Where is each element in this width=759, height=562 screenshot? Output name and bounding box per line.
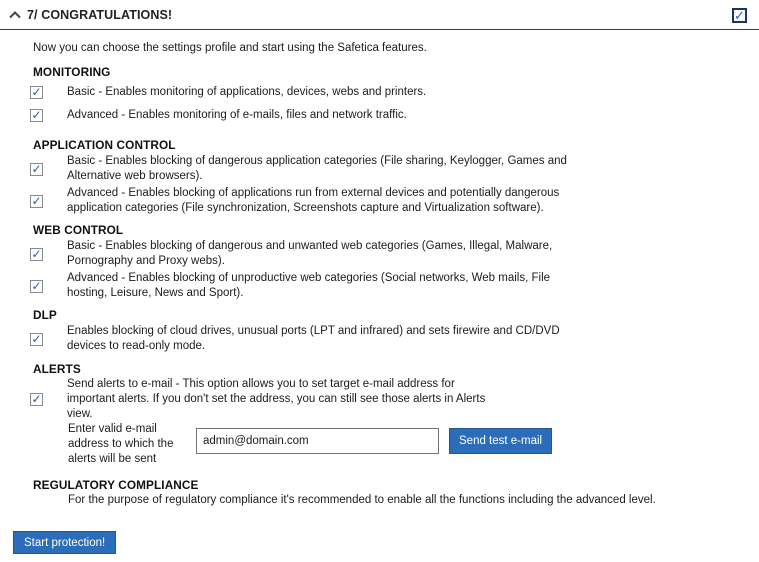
send-test-email-button[interactable]: Send test e-mail <box>449 428 552 454</box>
monitoring-basic-checkbox[interactable] <box>30 86 43 99</box>
section-heading-web-control: WEB CONTROL <box>33 223 124 237</box>
checkmark-icon: ✓ <box>31 331 42 346</box>
checkmark-icon: ✓ <box>31 193 42 208</box>
alerts-email-checkbox[interactable] <box>30 393 43 406</box>
checkbox-item <box>33 239 745 269</box>
page-title: 7/ CONGRATULATIONS! <box>27 8 173 22</box>
content <box>0 41 759 554</box>
appcontrol-advanced-checkbox[interactable] <box>30 195 43 208</box>
monitoring-advanced-checkbox[interactable] <box>30 109 43 122</box>
item-label: Basic - Enables monitoring of applications, devices, webs and printers. <box>67 86 427 98</box>
regulatory-text: For the purpose of regulatory compliance it's recommended to enable all the functions including the advanced level. <box>68 494 656 506</box>
checkbox-item <box>33 186 745 216</box>
checkbox-item <box>33 271 745 301</box>
item-label: Basic - Enables blocking of dangerous and unwanted web categories (Games, Illegal, Malware, Pornography and Proxy webs). <box>67 240 553 267</box>
checkbox-item <box>33 154 745 184</box>
section-header <box>0 0 759 21</box>
checkmark-icon: ✓ <box>734 7 745 23</box>
checkbox-item <box>33 377 745 422</box>
appcontrol-basic-checkbox[interactable] <box>30 163 43 176</box>
item-label: Enables blocking of cloud drives, unusual ports (LPT and infrared) and sets firewire and CD/DVD devices to read-only mode. <box>67 325 560 352</box>
webcontrol-basic-checkbox[interactable] <box>30 248 43 261</box>
item-label: Basic - Enables blocking of dangerous application categories (File sharing, Keylogger, Games and Alternative web browsers). <box>67 155 567 182</box>
checkbox-item <box>33 85 745 100</box>
header-divider <box>0 29 759 30</box>
start-protection-button[interactable]: Start protection! <box>13 531 116 554</box>
item-label: Advanced - Enables monitoring of e-mails, files and network traffic. <box>67 109 407 121</box>
alerts-description: Send alerts to e-mail - This option allows you to set target e-mail address for important alerts. If you don't set the address, you can still see those alerts in Alerts view. <box>67 378 486 420</box>
checkmark-icon: ✓ <box>31 246 42 261</box>
webcontrol-advanced-checkbox[interactable] <box>30 280 43 293</box>
email-address-label: Enter valid e-mail address to which the alerts will be sent <box>68 423 174 465</box>
intro-text: Now you can choose the settings profile and start using the Safetica features. <box>33 42 427 54</box>
email-input[interactable] <box>196 428 439 454</box>
item-label: Advanced - Enables blocking of applications run from external devices and potentially dangerous application categories (File synchronization, Screenshots capture and Virtualization software). <box>67 187 560 214</box>
dlp-checkbox[interactable] <box>30 333 43 346</box>
checkmark-icon: ✓ <box>31 161 42 176</box>
section-heading-application-control: APPLICATION CONTROL <box>33 138 176 152</box>
section-heading-regulatory: REGULATORY COMPLIANCE <box>33 478 199 492</box>
chevron-up-icon[interactable] <box>8 9 22 21</box>
checkmark-icon: ✓ <box>31 85 42 99</box>
section-heading-dlp: DLP <box>33 308 57 322</box>
checkmark-icon: ✓ <box>31 108 42 122</box>
checkmark-icon: ✓ <box>31 392 42 406</box>
section-heading-alerts: ALERTS <box>33 362 81 376</box>
section-heading-monitoring: MONITORING <box>33 65 111 79</box>
checkmark-icon: ✓ <box>31 278 42 293</box>
email-row <box>68 422 745 467</box>
checkbox-item <box>33 108 745 123</box>
header-checkbox[interactable] <box>732 8 747 23</box>
item-label: Advanced - Enables blocking of unproductive web categories (Social networks, Web mails, File hosting, Leisure, News and Sport). <box>67 272 551 299</box>
checkbox-item <box>33 324 745 354</box>
